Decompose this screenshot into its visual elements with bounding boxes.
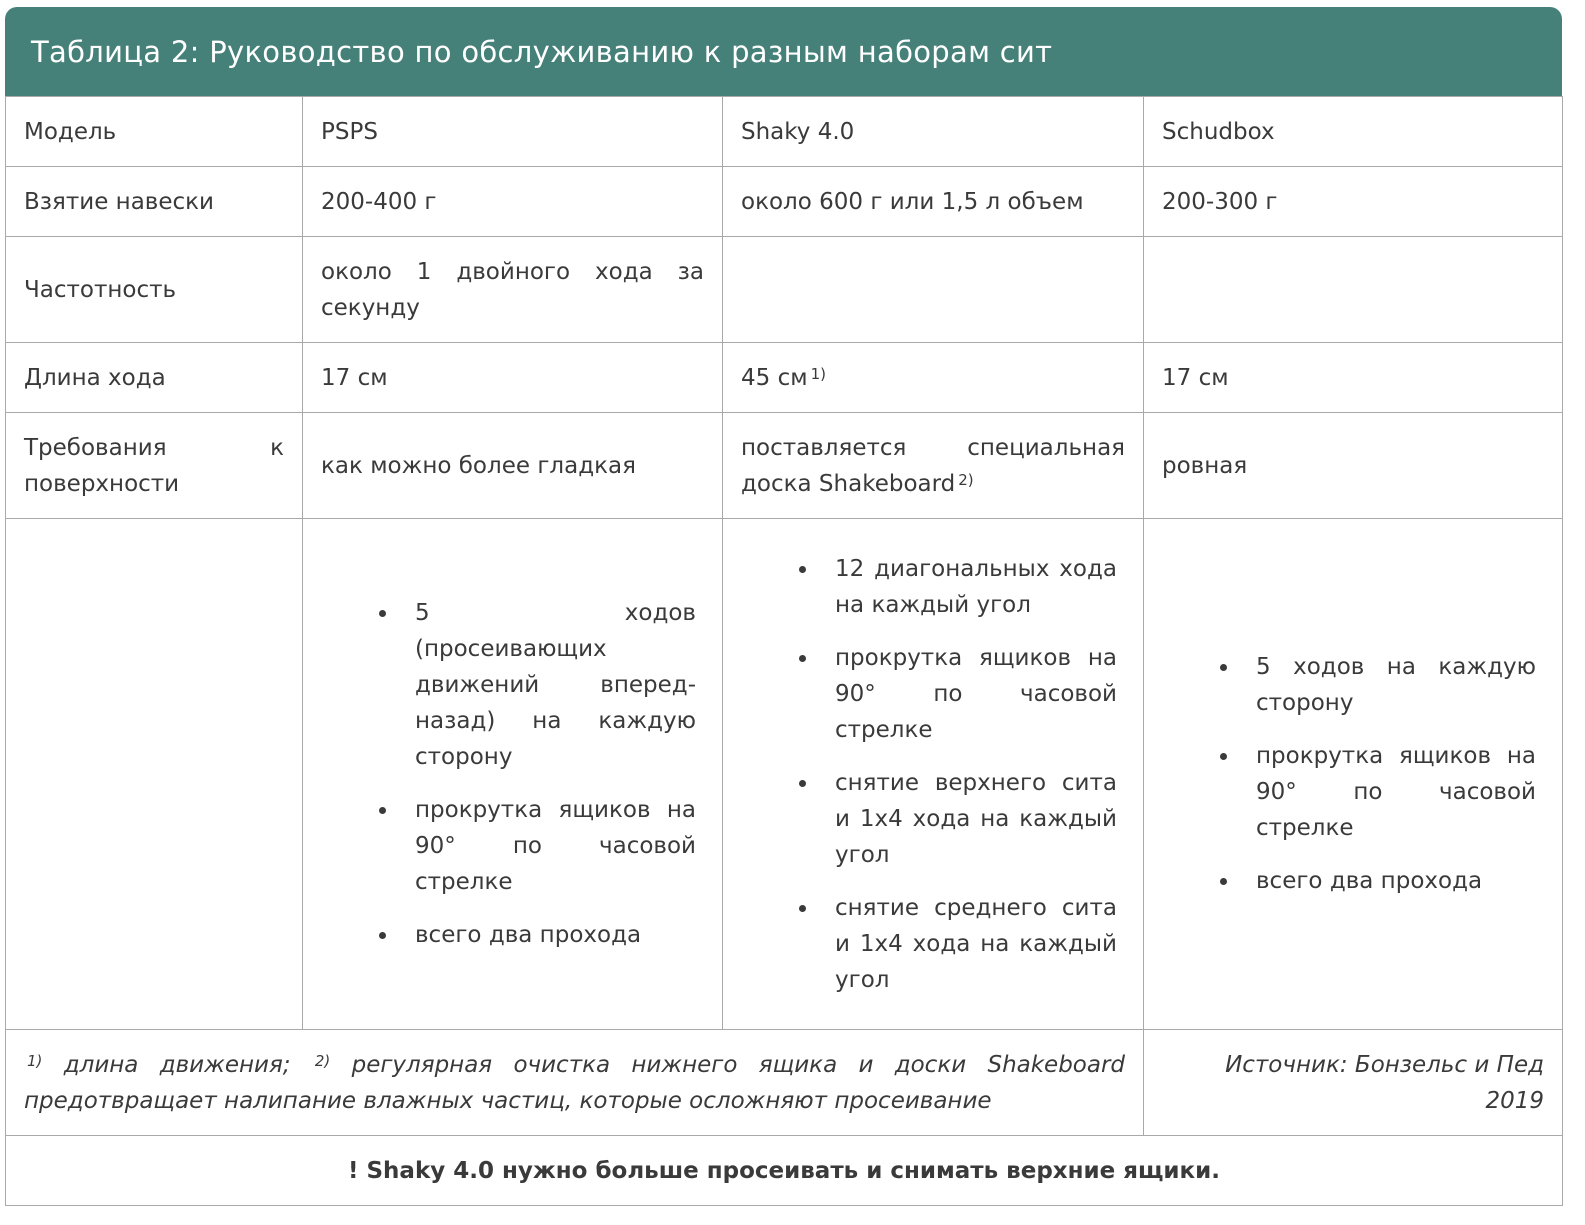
list-item: • всего два прохода — [1240, 863, 1536, 899]
row-label-model: Модель — [6, 97, 303, 167]
list-item: • снятие верхнего сита и 1х4 хода на каждый угол — [819, 765, 1117, 873]
cell-model-psps: PSPS — [303, 97, 723, 167]
cell-frequency-schudbox — [1144, 237, 1563, 343]
footnote-text-1: длина движения; — [63, 1051, 291, 1078]
cell-sample-shaky: около 600 г или 1,5 л объем — [723, 167, 1144, 237]
cell-model-shaky: Shaky 4.0 — [723, 97, 1144, 167]
footnote-mark-2: 2) — [314, 1051, 331, 1070]
stroke-shaky-value: 45 см — [741, 364, 808, 391]
summary-note: ! Shaky 4.0 нужно больше просеивать и снимать верхние ящики. — [6, 1136, 1563, 1206]
cell-procedure-shaky — [723, 519, 1144, 1030]
row-label-surface: Требования к поверхности — [6, 413, 303, 519]
cell-surface-schudbox: ровная — [1144, 413, 1563, 519]
cell-sample-schudbox: 200-300 г — [1144, 167, 1563, 237]
list-item: • 5 ходов (просеивающих движений вперед-назад) на каждую сторону — [399, 595, 696, 775]
footnote-mark-1: 1) — [27, 1051, 43, 1070]
list-item: • 5 ходов на каждую сторону — [1240, 649, 1536, 721]
table-row — [6, 167, 1563, 237]
cell-stroke-psps: 17 см — [303, 343, 723, 413]
source-note: Источник: Бонзельс и Пед 2019 — [1144, 1030, 1563, 1136]
procedure-list-schudbox — [1162, 649, 1536, 899]
table-title: Таблица 2: Руководство по обслуживанию к разным наборам сит — [5, 7, 1562, 96]
list-item: • прокрутка ящиков на 90° по часовой стрелке — [399, 792, 696, 900]
row-label-stroke: Длина хода — [6, 343, 303, 413]
cell-stroke-schudbox: 17 см — [1144, 343, 1563, 413]
procedure-list-psps — [321, 595, 696, 953]
procedure-list-shaky — [741, 551, 1117, 998]
row-label-frequency: Частотность — [6, 237, 303, 343]
row-label-sample: Взятие навески — [6, 167, 303, 237]
cell-stroke-shaky — [723, 343, 1144, 413]
table-row — [6, 1030, 1563, 1136]
footnote-ref-1: 1) — [810, 364, 826, 383]
table-row — [6, 1136, 1563, 1206]
list-item: • всего два прохода — [399, 917, 696, 953]
cell-surface-shaky — [723, 413, 1144, 519]
cell-model-schudbox: Schudbox — [1144, 97, 1563, 167]
cell-frequency-shaky — [723, 237, 1144, 343]
table-container — [5, 7, 1562, 1206]
list-item: • прокрутка ящиков на 90° по часовой стрелке — [819, 640, 1117, 748]
cell-surface-psps: как можно более гладкая — [303, 413, 723, 519]
table-row — [6, 413, 1563, 519]
footnote-ref-2: 2) — [958, 470, 974, 489]
surface-shaky-value: поставляется специальная доска Shakeboard — [741, 434, 1125, 497]
cell-sample-psps: 200-400 г — [303, 167, 723, 237]
cell-frequency-psps: около 1 двойного хода за секунду — [303, 237, 723, 343]
cell-procedure-psps — [303, 519, 723, 1030]
list-item: • прокрутка ящиков на 90° по часовой стрелке — [1240, 738, 1536, 846]
footnote-text-2: регулярная очистка нижнего ящика и доски Shakeboard предотвращает налипание влажных частиц, которые осложняют просеивание — [24, 1051, 1126, 1114]
footnotes — [6, 1030, 1144, 1136]
table-row — [6, 519, 1563, 1030]
table-row — [6, 343, 1563, 413]
row-label-procedure — [6, 519, 303, 1030]
list-item: • 12 диагональных хода на каждый угол — [819, 551, 1117, 623]
table-row — [6, 97, 1563, 167]
table-row — [6, 237, 1563, 343]
maintenance-table — [5, 96, 1563, 1206]
list-item: • снятие среднего сита и 1х4 хода на каждый угол — [819, 890, 1117, 998]
cell-procedure-schudbox — [1144, 519, 1563, 1030]
